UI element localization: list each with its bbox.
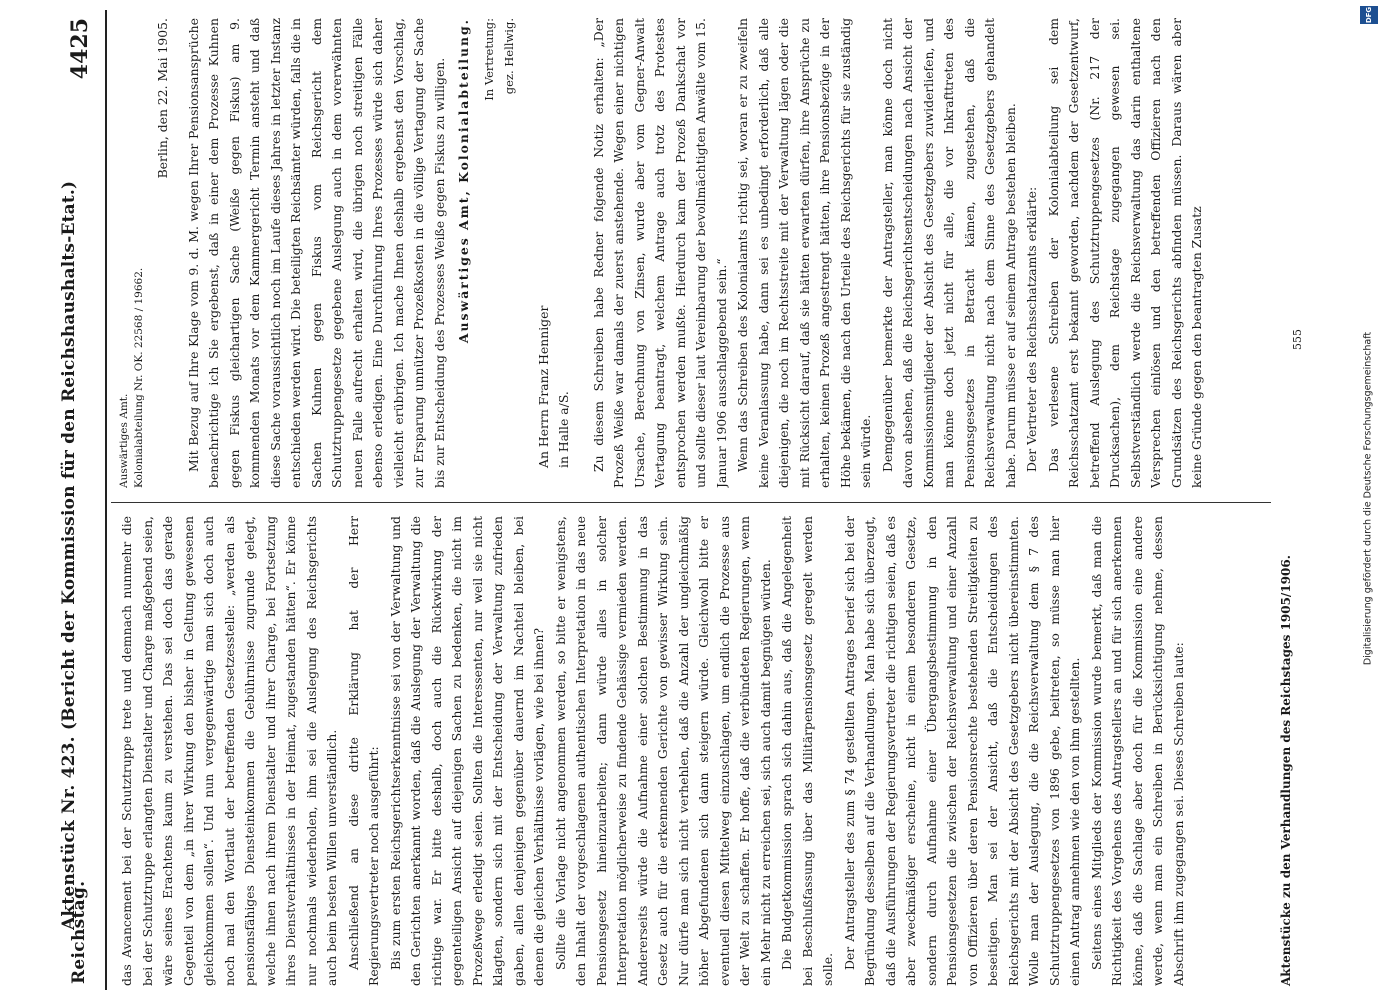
letter-date: Berlin, den 22. Mai 1905. [154, 18, 170, 179]
right-column [117, 18, 1217, 488]
paragraph: Wenn das Schreiben des Kolonialamts richtig sei, woran er zu zweifeln keine Veranlassung habe, dann sei es unbedingt erforderlich, daß alle diejenigen, die noch im Rechtsstreite mit der Verwaltung lägen oder die mit Rücksicht darauf, daß sie hätten erwarten dürfen, ihre Ansprüche zu erhalten, keinen Prozeß angestrengt hätten, ihre Pensionsbezüge in der Höhe bekämen, die nach den Urteile des Reichsgerichts für sie zuständig sein würde. [734, 18, 873, 488]
page-header [55, 10, 107, 990]
paragraph: das Avancement bei der Schutztruppe trete und demnach nunmehr die bei der Schutztruppe erlangten Dienstalter und Charge maßgebend seien, wäre seines Erachtens kaum zu verstehen. Das sei doch das gerade Gegenteil von dem „in ihrer Wirkung den bisher in Geltung gewesenen gleichkommen sollen“. Und nun vergegenwärtige man sich doch auch noch mal den Wortlaut der betreffenden Gesetzesstelle: „werden als pensionsfähiges Diensteinkommen die Gebührnisse zugrunde gelegt, welche ihnen nach ihrem Dienstalter und ihrer Charge, bei Fortsetzung ihres Dienstverhältnisses in der Heimat, zugestanden hätten“. Er könne nur nochmals wiederholen, ihm sei die Auslegung des Reichsgerichts auch beim besten Willen unverständlich. [118, 516, 339, 986]
paragraph: Bis zum ersten Reichsgerichtserkenntnisse sei von der Verwaltung und den Gerichten anerkannt worden, daß die Auslegung der Verwaltung die richtige war. Er bitte deshalb, doch auch die Rückwirkung der gegenteiligen Ansicht auf diejenigen Sachen zu bedenken, die nicht im Prozeßwege erledigt seien. Sollten die Interessenten, nur weil sie nicht klagten, sondern sich mit der Entscheidung der Verwaltung zufrieden gaben, allen denjenigen gegenüber dauernd im Nachteil bleiben, bei denen die gleichen Verhältnisse vorlägen, wie bei ihnen? [387, 516, 546, 986]
paragraph: Der Antragsteller des zum § 74 gestellten Antrages berief sich bei der Begründung desselben auf die Verhandlungen. Man habe sich überzeugt, daß die Ausführungen der Regierungsvertreter die richtigen seien, daß es aber zweckmäßiger erscheine, nicht in einem besonderen Gesetze, sondern durch Aufnahme einer Übergangsbestimmung in den Pensionsgesetzen die zwischen der Reichsverwaltung und einer Anzahl von Offizieren über deren Pensionsrechte bestehenden Streitigkeiten zu beseitigen. Man sei der Ansicht, daß die Entscheidungen des Reichsgerichts mit der Absicht des Gesetzgebers nicht übereinstimmten. Wolle man der Auslegung, die die Reichsverwaltung dem § 7 des Schutztruppengesetzes von 1896 gebe, beitreten, so müsse man hier einen Antrag annehmen wie den von ihm gestellten. [841, 516, 1082, 986]
column-divider [111, 502, 1271, 503]
paragraph: Der Vertreter des Reichsschatzamts erklärte: [1023, 186, 1039, 472]
header-title: Aktenstück Nr. 423. (Bericht der Kommission für den Reichshaushalts-Etat.) [58, 180, 79, 930]
paragraph: Zu diesem Schreiben habe Redner folgende Notiz erhalten: „Der Prozeß Weiße war damals der zuerst anstehende. Wegen einer nichtigen Ursache, Berechnung von Zinsen, wurde aber vom Gegner-Anwalt Vertagung beantragt, welchem Antrage auch trotz des Protestes entsprochen werden mußte. Hierdurch kam der Prozeß Dankschat vor und sollte dieser laut Vereinbarung der bevollmächtigten Anwälte vom 15. Januar 1906 ausschlaggebend sein.“ [590, 18, 728, 488]
office-line: Kolonialabteilung Nr. OK. 22568 / 19662. [132, 267, 145, 488]
letter-signoff: Auswärtiges Amt, Kolonialabteilung. [455, 18, 471, 344]
header-rule [105, 10, 107, 990]
signature: gez. Hellwig. [501, 18, 516, 95]
address-block [533, 18, 574, 488]
office-line: Auswärtiges Amt. [117, 393, 130, 488]
paragraph: Sollte die Vorlage nicht angenommen werden, so bitte er wenigstens, den Inhalt der vorgeschlagenen authentischen Interpretation in das neue Pensionsgesetz hineinzuarbeiten; dann würde alles in solcher Interpretation möglicherweise zu findende Gehässige vermieden werden. Andererseits würde die Aufnahme einer solchen Bestimmung in das Gesetz auch für die erkennenden Gerichte von gewisser Wirkung sein. Nur dürfe man sich nicht verhehlen, daß die Anzahl der ungleichmäßig höher Abgefundenen sich dann steigern würde. Gleichwohl bitte er eventuell diesen Mittelweg einzuschlagen, um endlich die Prozesse aus der Welt zu schaffen. Er hoffe, daß die verbündeten Regierungen, wenn ein Mehr nicht zu erreichen sei, sich auch damit begnügen würden. [552, 516, 772, 986]
paragraph: Anschließend an diese dritte Erklärung hat der Herr Regierungsvertreter noch ausgeführt: [345, 516, 381, 986]
paragraph: Demgegenüber bemerkte der Antragsteller, man könne doch nicht davon absehen, daß die Reichsgerichtsentscheidungen nach Ansicht der Kommissionsmitglieder der Absicht des Gesetzgebers zuwiderliefen, und man könne doch jetzt nicht für alle, die vor Inkrafttreten des Pensionsgesetzes in Betracht kämen, zugestehen, daß die Reichsverwaltung nicht nach dem Sinne des Gesetzgebers gehandelt habe. Darum müsse er auf seinem Antrage bestehen bleiben. [879, 18, 1017, 488]
page-footer-number: 555 [1290, 329, 1304, 350]
paragraph: Die Budgetkommission sprach sich dahin aus, daß die Angelegenheit bei Beschlußfassung über das Militärpensionsgesetz geregelt werden solle. [778, 516, 835, 986]
dfg-logo: DFG [1360, 6, 1378, 24]
paragraph: Seitens eines Mitglieds der Kommission wurde bemerkt, daß man die Richtigkeit des Vorgehens des Antragstellers an und für sich anerkennen könne, daß die Sachlage aber doch für die Kommission eine andere werde, wenn man ein Schreiben in Berücksichtigung nehme, dessen Abschrift ihm zugegangen sei. Dieses Schreiben laute: [1088, 516, 1185, 986]
address-line: in Halle a/S. [555, 391, 571, 468]
left-column [117, 516, 1267, 986]
paragraph: Das verlesene Schreiben der Kolonialabteilung sei dem Reichsschatzamt erst bekannt geworden, nachdem der Gesetzentwurf, betreffend Auslegung des Schutztruppengesetzes (Nr. 217 der Drucksachen), dem Reichstage zugegangen gewesen sei. Selbstverständlich werde die Reichsverwaltung das darin enthaltene Versprechen einlösen und den betreffenden Offizieren nach den Grundsätzen des Reichsgerichts abfinden müssen. Daraus wären aber keine Gründe gegen den beantragten Zusatz [1045, 18, 1204, 488]
address-line: An Herrn Franz Henniger [535, 305, 550, 468]
header-left: Reichstag. [68, 880, 89, 984]
letter-body: Mit Bezug auf Ihre Klage vom 9. d. M. wegen Ihrer Pensionsansprüche benachrichtige ich Sie ergebenst, daß in einer dem Prozesse Kuhnen gegen Fiskus gleichartigen Sache (Weiße gegen Fiskus) am 9. kommenden Monats vor dem Kammergericht Termin ansteht und daß diese Sache voraussichtlich noch im Laufe dieses Jahres in letzter Instanz entschieden werden wird. Die beteiligten Reichsämter würden, falls die in Sachen Kuhnen gegen Fiskus vom Reichsgericht dem Schutztruppengesetze gegebene Auslegung auch in dem vorerwähnten neuen Falle aufrecht erhalten wird, die übrigen noch streitigen Fälle ebenso erledigen. Eine Durchführung Ihres Prozesses würde sich daher vielleicht erübrigen. Ich mache Ihnen deshalb ergebenst den Vorschlag, zur Ersparung unnützer Prozeßkosten in die völlige Vertagung der Sache bis zur Entscheidung des Prozesses Weiße gegen Fiskus zu willigen. [185, 18, 446, 488]
header-page-number: 4425 [66, 18, 93, 80]
office-heading [117, 18, 147, 488]
in-vertretung: In Vertretung: [481, 18, 495, 101]
office-reference: 22568 / 19662. [132, 267, 145, 349]
rotated-page [47, 10, 1337, 990]
digitization-credit: Digitalisierung gefördert durch die Deutsche Forschungsgemeinschaft [1362, 331, 1374, 666]
page-footer-caption: Aktenstücke zu den Verhandlungen des Reichstages 1905/1906. [1278, 555, 1293, 986]
